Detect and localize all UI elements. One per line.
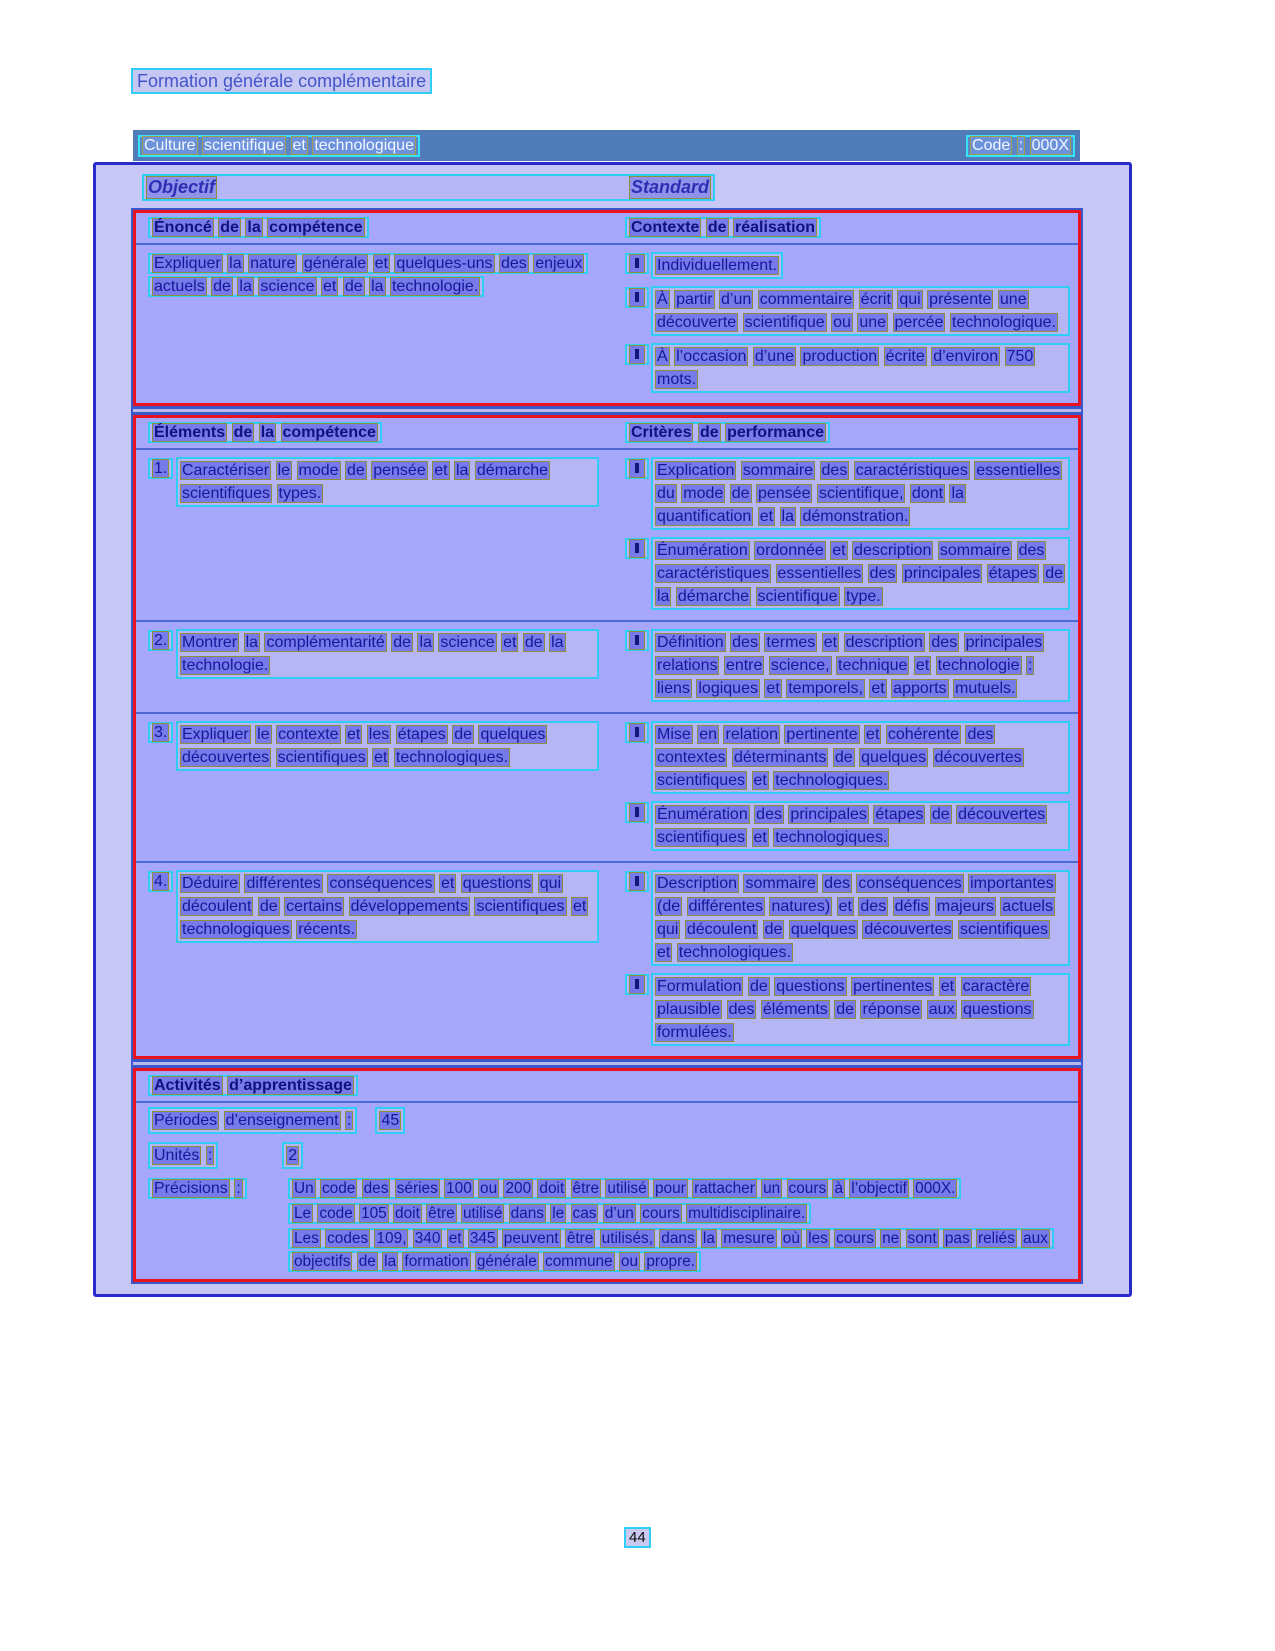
periodes-value: 45 [375,1107,405,1134]
competence-item-4 [136,861,1078,1056]
enonce-header: Énoncé de la compétence [148,217,369,238]
course-title: Culture scientifique et technologique [138,135,420,157]
bullet-square-icon [629,723,645,742]
criteria-text: Définition des termes et description des principales relations entre science, technique et technologie : liens logiques et temporels, et apports mutuels. [651,629,1070,702]
title-bar [133,130,1080,161]
criteres-header: Critères de performance [625,422,830,443]
competence-statement [148,457,599,507]
bullet-square-icon [629,288,645,307]
criteria-text: Explication sommaire des caractéristiques essentielles du mode de pensée scientifique, dont la quantification et la démonstration. [651,457,1070,530]
bullet-square-icon [629,539,645,558]
context-bullet [625,286,1070,336]
item-number: 4. [154,873,168,890]
criteria-bullet [625,973,1070,1046]
competence-item-1 [136,450,1078,620]
competence-text: Montrer la complémentarité de la science et de la technologie. [176,629,599,679]
unites-value: 2 [282,1142,303,1169]
competence-statement [148,721,599,771]
section-enonce-body [136,245,1078,403]
activites-header-row [136,1071,1078,1103]
precisions-label: Précisions : [148,1178,247,1199]
bullet-square-icon [629,872,645,891]
periodes-row [136,1103,1078,1138]
competence-item-2 [136,620,1078,712]
table-divider [133,406,1081,415]
enonce-text: Expliquer la nature générale et quelques-uns des enjeux actuels de la science et de la technologie. [148,253,588,297]
section-elements-header-row [136,418,1078,450]
context-bullet-text: À l’occasion d’une production écrite d’environ 750 mots. [651,343,1070,393]
enonce-header-cell [136,213,613,243]
criteria-bullet [625,537,1070,610]
competence-text: Expliquer le contexte et les étapes de quelques découvertes scientifiques et technologiques. [176,721,599,771]
criteria-text: Énumération ordonnée et description sommaire des caractéristiques essentielles des principales étapes de la démarche scientifique type. [651,537,1070,610]
course-code: Code : 000X [966,135,1075,157]
competence-text: Caractériser le mode de pensée et la démarche scientifiques types. [176,457,599,507]
page-number-text: 44 [624,1527,651,1548]
section-activites [133,1068,1081,1282]
elements-header: Éléments de la compétence [148,422,382,443]
context-bullet [625,343,1070,393]
competence-statement [148,870,599,943]
competence-statement [148,629,599,679]
item-number: 1. [154,460,168,477]
precisions-line: Les codes 109, 340 et 345 peuvent être utilisés, dans la mesure où les cours ne sont pas reliés aux objectifs de la formation générale commune ou propre. [288,1228,1054,1272]
enonce-paragraph [148,252,599,298]
criteria-text: Formulation de questions pertinentes et caractère plausible des éléments de réponse aux questions formulées. [651,973,1070,1046]
section-elements [133,415,1081,1059]
table-divider [133,1059,1081,1068]
column-headers-line [142,174,715,201]
contexte-header: Contexte de réalisation [625,217,821,238]
criteria-text: Énumération des principales étapes de découvertes scientifiques et technologiques. [651,801,1070,851]
section-enonce-header-row [136,213,1078,245]
precisions-lines [288,1177,1070,1275]
criteria-bullet [625,629,1070,702]
criteria-bullet [625,801,1070,851]
bullet-square-icon [629,803,645,822]
precisions-line: Un code des séries 100 ou 200 doit être utilisé pour rattacher un cours à l’objectif 000X. [288,1178,961,1199]
doc-header-text: Formation générale complémentaire [131,68,432,94]
contexte-bullets-cell [613,245,1078,403]
section-enonce [133,210,1081,406]
periodes-label: Périodes d’enseignement : [148,1107,357,1134]
context-bullet-text: Individuellement. [651,252,783,279]
item-number: 3. [154,724,168,741]
context-bullet-text: À partir d’un commentaire écrit qui présente une découverte scientifique ou une percée technologique. [651,286,1070,336]
bullet-square-icon [629,975,645,994]
competence-text: Déduire différentes conséquences et questions qui découlent de certains développements scientifiques et technologiques récents. [176,870,599,943]
standard-frame [93,162,1132,1297]
bullet-square-icon [629,254,645,273]
competence-item-3 [136,712,1078,861]
criteria-text: Description sommaire des conséquences importantes (de différentes natures) et des défis majeurs actuels qui découlent de quelques découvertes scientifiques et technologiques. [651,870,1070,966]
contexte-header-cell [613,213,1078,243]
enonce-text-cell [136,245,613,403]
objectif-column-label: Objectif [148,177,216,197]
activites-header: Activités d’apprentissage [148,1075,358,1096]
bullet-square-icon [629,631,645,650]
criteria-bullet [625,870,1070,966]
criteria-text: Mise en relation pertinente et cohérente des contextes déterminants de quelques découvertes scientifiques et technologiques. [651,721,1070,794]
bullet-square-icon [629,459,645,478]
unites-row [136,1138,1078,1173]
standard-column-label: Standard [630,177,709,197]
unites-label: Unités : [148,1142,218,1169]
elements-header-cell [136,418,613,448]
doc-header [131,71,432,92]
bullet-square-icon [629,345,645,364]
precisions-line: Le code 105 doit être utilisé dans le cas d’un cours multidisciplinaire. [288,1203,811,1224]
column-headers-row [142,174,1129,201]
standard-table [131,208,1083,1284]
context-bullet [625,252,1070,279]
criteres-header-cell [613,418,1078,448]
page-number [624,1529,651,1546]
criteria-bullet [625,457,1070,530]
criteria-bullet [625,721,1070,794]
precisions-row [136,1173,1078,1279]
item-number: 2. [154,632,168,649]
